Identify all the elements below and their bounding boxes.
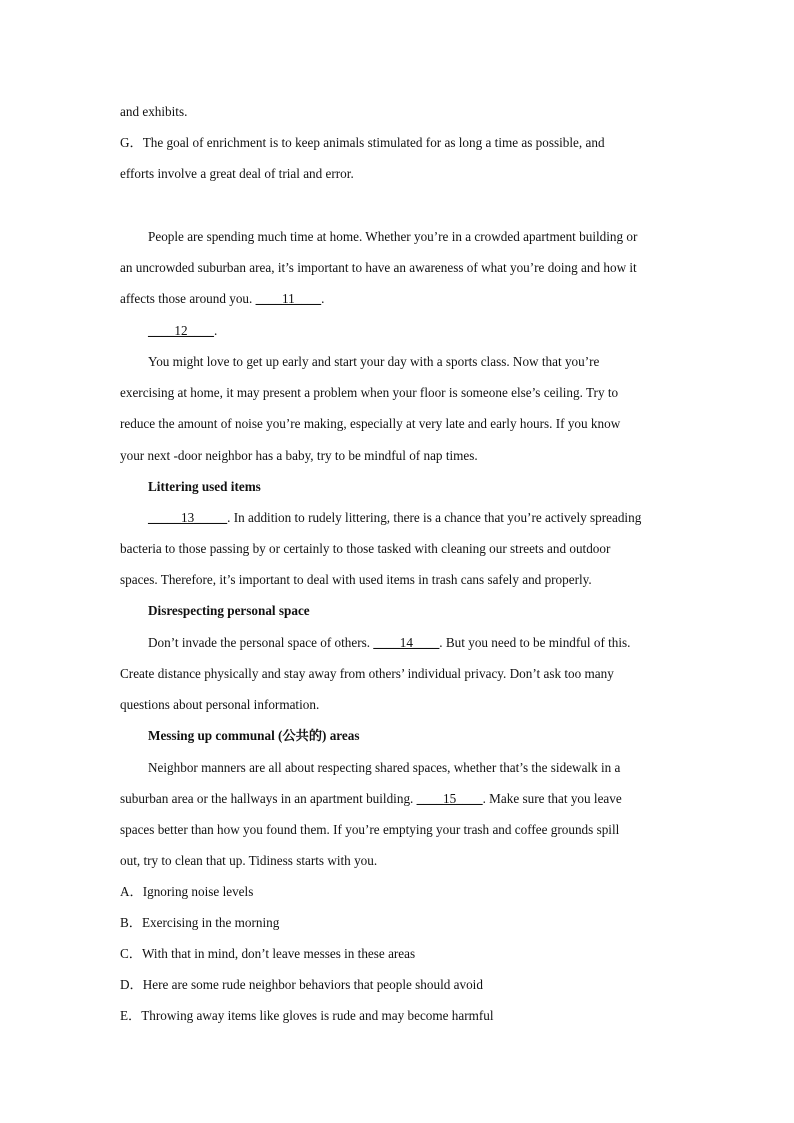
heading-text: Littering used items <box>148 479 261 494</box>
line-text: efforts involve a great deal of trial and error. <box>120 166 354 181</box>
line-text: suburban area or the hallways in an apartment building. <box>120 791 417 806</box>
text-line-with-blank <box>120 289 680 309</box>
line-text: People are spending much time at home. Whether you’re in a crowded apartment building or <box>148 229 638 244</box>
blank-14[interactable]: ____14____ <box>373 635 440 650</box>
text-line <box>120 695 680 715</box>
line-text: questions about personal information. <box>120 697 320 712</box>
option-label: B． <box>120 915 142 930</box>
heading-text: Messing up communal (公共的) areas <box>148 728 360 743</box>
line-text: . <box>321 291 325 306</box>
line-text: . <box>213 323 218 338</box>
option-label: A． <box>120 884 143 899</box>
option-text: With that in mind, don’t leave messes in these areas <box>141 946 416 961</box>
paragraph-intro-start <box>148 227 680 247</box>
option-label: G． <box>120 135 143 150</box>
line-text: Don’t invade the personal space of others. <box>148 635 374 650</box>
text-line <box>120 258 680 278</box>
text-line-with-blank <box>120 789 680 809</box>
option-label: C． <box>120 946 142 961</box>
blank-11[interactable]: ____11____ <box>255 291 322 306</box>
blank-13[interactable]: _____13_____ <box>148 510 228 525</box>
option-text: The goal of enrichment is to keep animals stimulated for as long a time as possible, and <box>142 135 605 150</box>
line-text: affects those around you. <box>120 291 256 306</box>
text-line <box>120 570 680 590</box>
text-line <box>120 102 680 122</box>
text-line <box>120 446 680 466</box>
line-text: Neighbor manners are all about respecting shared spaces, whether that’s the sidewalk in a <box>148 760 621 775</box>
heading-text: Disrespecting personal space <box>148 603 310 618</box>
option-text: Here are some rude neighbor behaviors that people should avoid <box>142 977 483 992</box>
line-text: . But you need to be mindful of this. <box>439 635 631 650</box>
paragraph-with-blank-14 <box>148 633 680 653</box>
option-label: E． <box>120 1008 142 1023</box>
option-d <box>120 975 680 995</box>
paragraph-start <box>148 352 680 372</box>
text-line <box>120 383 680 403</box>
option-a <box>120 882 680 902</box>
text-line <box>120 539 680 559</box>
blank-12[interactable]: ____12____ <box>148 323 214 338</box>
line-text: . In addition to rudely littering, there is a chance that you’re actively spreading <box>227 510 642 525</box>
paragraph-with-blank-13 <box>148 508 680 528</box>
text-line <box>120 164 680 184</box>
text-line <box>120 414 680 434</box>
line-text: spaces. Therefore, it’s important to deal with used items in trash cans safely and properly. <box>120 572 592 587</box>
section-heading <box>148 726 680 746</box>
line-text: . Make sure that you leave <box>482 791 622 806</box>
blank-line-12 <box>148 321 680 341</box>
section-heading <box>148 601 680 621</box>
section-heading <box>148 477 680 497</box>
line-text: out, try to clean that up. Tidiness starts with you. <box>120 853 378 868</box>
line-text: an uncrowded suburban area, it’s important to have an awareness of what you’re doing and how it <box>120 260 637 275</box>
option-text: Throwing away items like gloves is rude and may become harmful <box>141 1008 494 1023</box>
line-text: You might love to get up early and start your day with a sports class. Now that you’re <box>148 354 600 369</box>
line-text: your next -door neighbor has a baby, try to be mindful of nap times. <box>120 448 478 463</box>
line-text: exercising at home, it may present a problem when your floor is someone else’s ceiling. Try to <box>120 385 619 400</box>
option-text: Exercising in the morning <box>141 915 280 930</box>
text-line <box>120 664 680 684</box>
option-e <box>120 1006 680 1026</box>
option-b <box>120 913 680 933</box>
line-text: reduce the amount of noise you’re making, especially at very late and early hours. If you know <box>120 416 621 431</box>
option-label: D． <box>120 977 143 992</box>
line-text: bacteria to those passing by or certainly to those tasked with cleaning our streets and outdoor <box>120 541 611 556</box>
text-line <box>120 820 680 840</box>
option-text: Ignoring noise levels <box>142 884 254 899</box>
line-text: and exhibits. <box>120 104 188 119</box>
line-text: Create distance physically and stay away from others’ individual privacy. Don’t ask too many <box>120 666 614 681</box>
text-line <box>120 851 680 871</box>
option-c <box>120 944 680 964</box>
option-g <box>120 133 680 153</box>
blank-15[interactable]: ____15____ <box>416 791 483 806</box>
paragraph-start <box>148 758 680 778</box>
line-text: spaces better than how you found them. If you’re emptying your trash and coffee grounds spill <box>120 822 620 837</box>
